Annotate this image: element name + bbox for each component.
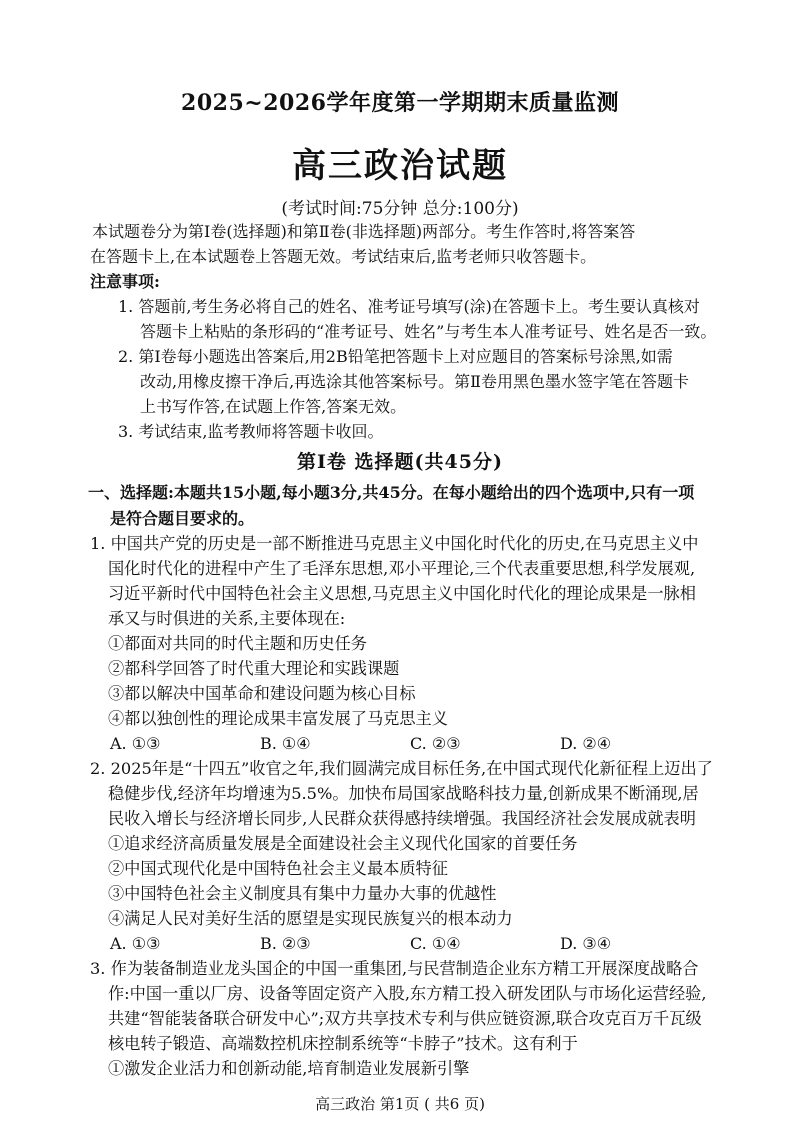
question-2-item: ②中国式现代化是中国特色社会主义最本质特征: [108, 859, 448, 878]
question-2-options: [110, 931, 750, 957]
question-2-item: ③中国特色社会主义制度具有集中力量办大事的优越性: [108, 884, 497, 903]
question-1-item: ③都以解决中国革命和建设问题为核心目标: [108, 684, 416, 703]
section-instruction: 一、选择题:本题共15小题,每小题3分,共45分。在每小题给出的四个选项中,只有一项: [88, 483, 695, 502]
notice-heading: 注意事项:: [90, 272, 160, 291]
notice-line: 上书写作答,在试题上作答,答案无效。: [140, 397, 407, 416]
option-a[interactable]: A. ①③: [110, 934, 161, 953]
question-2-item: ④满足人民对美好生活的愿望是实现民族复兴的根本动力: [108, 909, 513, 928]
question-2-stem: 2. 2025年是“十四五”收官之年,我们圆满完成目标任务,在中国式现代化新征程上迈出了: [90, 759, 713, 778]
option-b[interactable]: B. ②③: [260, 934, 311, 953]
question-3-item: ①激发企业活力和创新动能,培育制造业发展新引擎: [108, 1059, 470, 1078]
option-b[interactable]: B. ①④: [260, 734, 311, 753]
question-1-item: ①都面对共同的时代主题和历史任务: [108, 634, 367, 653]
notice-line: 改动,用橡皮擦干净后,再选涂其他答案标号。第Ⅱ卷用黑色墨水签字笔在答题卡: [140, 372, 690, 391]
intro-line-2: 在答题卡上,在本试题卷上答题无效。考试结束后,监考老师只收答题卡。: [90, 247, 597, 266]
section-title: 第Ⅰ卷 选择题(共45分): [297, 451, 503, 473]
question-1-stem: 国化时代化的进程中产生了毛泽东思想,邓小平理论,三个代表重要思想,科学发展观,: [108, 559, 696, 578]
question-1-stem: 习近平新时代中国特色社会主义思想,马克思主义中国化时代化的理论成果是一脉相: [108, 584, 696, 603]
notice-line: 1. 答题前,考生务必将自己的姓名、准考证号填写(涂)在答题卡上。考生要认真核对: [118, 297, 700, 316]
question-3-stem: 3. 作为装备制造业龙头国企的中国一重集团,与民营制造企业东方精工开展深度战略合: [90, 959, 699, 978]
notice-line: 3. 考试结束,监考教师将答题卡收回。: [118, 422, 384, 441]
question-1-stem: 1. 中国共产党的历史是一部不断推进马克思主义中国化时代化的历史,在马克思主义中: [90, 534, 699, 553]
question-2-stem: 稳健步伐,经济年均增速为5.5%。加快布局国家战略科技力量,创新成果不断涌现,居: [108, 784, 699, 803]
option-a[interactable]: A. ①③: [110, 734, 161, 753]
exam-title: 高三政治试题: [292, 146, 508, 186]
question-3-stem: 共建“智能装备联合研发中心”;双方共享技术专利与供应链资源,联合攻克百万千瓦级: [108, 1009, 702, 1028]
exam-supertitle: 2025~2026学年度第一学期期末质量监测: [181, 90, 619, 116]
page-footer: 高三政治 第1页 ( 共6 页): [315, 1095, 485, 1113]
section-instruction: 是符合题目要求的。: [110, 509, 255, 528]
question-1-item: ④都以独创性的理论成果丰富发展了马克思主义: [108, 709, 448, 728]
question-3-stem: 作:中国一重以厂房、设备等固定资产入股,东方精工投入研发团队与市场化运营经验,: [108, 984, 707, 1003]
option-d[interactable]: D. ③④: [560, 934, 612, 953]
intro-line-1: 本试题卷分为第Ⅰ卷(选择题)和第Ⅱ卷(非选择题)两部分。考生作答时,将答案答: [92, 222, 636, 241]
question-3-stem: 核电转子锻造、高端数控机床控制系统等“卡脖子”技术。这有利于: [108, 1034, 578, 1053]
question-1-item: ②都科学回答了时代重大理论和实践课题: [108, 659, 400, 678]
option-c[interactable]: C. ②③: [410, 734, 461, 753]
option-c[interactable]: C. ①④: [410, 934, 461, 953]
option-d[interactable]: D. ②④: [560, 734, 612, 753]
question-2-stem: 民收入增长与经济增长同步,人民群众获得感持续增强。我国经济社会发展成就表明: [108, 809, 696, 828]
notice-line: 答题卡上粘贴的条形码的“准考证号、姓名”与考生本人准考证号、姓名是否一致。: [140, 322, 717, 341]
question-2-item: ①追求经济高质量发展是全面建设社会主义现代化国家的首要任务: [108, 834, 578, 853]
question-1-stem: 承又与时俱进的关系,主要体现在:: [108, 609, 346, 628]
question-1-options: [110, 731, 750, 757]
notice-line: 2. 第Ⅰ卷每小题选出答案后,用2B铅笔把答题卡上对应题目的答案标号涂黑,如需: [118, 347, 673, 366]
exam-time-score: (考试时间:75分钟 总分:100分): [281, 199, 519, 219]
